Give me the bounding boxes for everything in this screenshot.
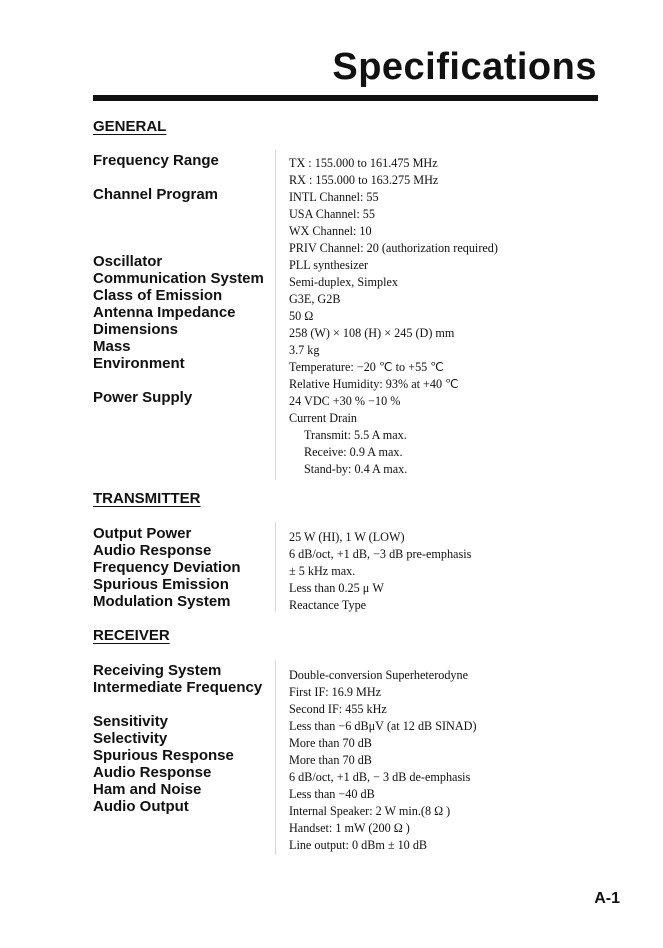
value-modulation-system: Reactance Type [289,598,367,612]
value-second-if: Second IF: 455 kHz [289,702,387,716]
label-tx-audio-response: Audio Response [93,542,212,559]
value-rx-audio-response: 6 dB/oct, +1 dB, − 3 dB de-emphasis [289,770,471,784]
label-receiving-system: Receiving System [93,662,222,679]
value-tx-audio-response: 6 dB/oct, +1 dB, −3 dB pre-emphasis [289,547,472,561]
value-frequency-deviation: ± 5 kHz max. [289,564,356,578]
page-number: A-1 [594,890,620,907]
value-rx-range: RX : 155.000 to 163.275 MHz [289,173,439,187]
label-channel-program: Channel Program [93,186,219,203]
value-spurious-emission: Less than 0.25 μ W [289,581,384,595]
section-heading-transmitter: TRANSMITTER [93,490,201,507]
column-divider [275,522,276,612]
label-intermediate-frequency: Intermediate Frequency [93,679,263,696]
label-audio-output: Audio Output [93,798,189,815]
value-tx-range: TX : 155.000 to 161.475 MHz [289,156,438,170]
label-spurious-emission: Spurious Emission [93,576,229,593]
label-sensitivity: Sensitivity [93,713,169,730]
value-output-power: 25 W (HI), 1 W (LOW) [289,530,405,544]
value-class-of-emission: G3E, G2B [289,292,341,306]
label-selectivity: Selectivity [93,730,168,747]
value-antenna-impedance: 50 Ω [289,309,314,323]
label-modulation-system: Modulation System [93,593,231,610]
value-oscillator: PLL synthesizer [289,258,369,272]
value-sensitivity: Less than −6 dBμV (at 12 dB SINAD) [289,719,477,733]
title-rule [93,95,598,101]
value-mass: 3.7 kg [289,343,320,357]
label-class-of-emission: Class of Emission [93,287,223,304]
page-title: Specifications [332,46,597,88]
value-intl-channel: INTL Channel: 55 [289,190,379,204]
value-dimensions: 258 (W) × 108 (H) × 245 (D) mm [289,326,455,340]
value-usa-channel: USA Channel: 55 [289,207,375,221]
value-handset: Handset: 1 mW (200 Ω ) [289,821,410,835]
label-frequency-range: Frequency Range [93,152,219,169]
label-ham-and-noise: Ham and Noise [93,781,202,798]
value-temperature: Temperature: −20 ℃ to +55 ℃ [289,360,444,374]
value-humidity: Relative Humidity: 93% at +40 ℃ [289,377,459,391]
value-line-output: Line output: 0 dBm ± 10 dB [289,838,428,852]
value-current-drain: Current Drain [289,411,358,425]
label-output-power: Output Power [93,525,192,542]
column-divider [275,150,276,480]
value-wx-channel: WX Channel: 10 [289,224,372,238]
value-first-if: First IF: 16.9 MHz [289,685,382,699]
value-selectivity: More than 70 dB [289,736,372,750]
value-receive-current: Receive: 0.9 A max. [304,445,403,459]
label-communication-system: Communication System [93,270,264,287]
section-heading-general: GENERAL [93,118,167,135]
label-spurious-response: Spurious Response [93,747,234,764]
label-oscillator: Oscillator [93,253,163,270]
column-divider [275,660,276,855]
label-power-supply: Power Supply [93,389,193,406]
label-antenna-impedance: Antenna Impedance [93,304,236,321]
section-heading-receiver: RECEIVER [93,627,170,644]
value-receiving-system: Double-conversion Superheterodyne [289,668,469,682]
label-mass: Mass [93,338,131,355]
label-frequency-deviation: Frequency Deviation [93,559,241,576]
value-power-supply: 24 VDC +30 % −10 % [289,394,401,408]
label-dimensions: Dimensions [93,321,179,338]
value-internal-speaker: Internal Speaker: 2 W min.(8 Ω ) [289,804,451,818]
value-priv-channel: PRIV Channel: 20 (authorization required) [289,241,498,255]
label-environment: Environment [93,355,185,372]
value-spurious-response: More than 70 dB [289,753,372,767]
label-rx-audio-response: Audio Response [93,764,212,781]
value-standby-current: Stand-by: 0.4 A max. [304,462,408,476]
value-transmit-current: Transmit: 5.5 A max. [304,428,407,442]
value-communication-system: Semi-duplex, Simplex [289,275,399,289]
value-ham-and-noise: Less than −40 dB [289,787,375,801]
